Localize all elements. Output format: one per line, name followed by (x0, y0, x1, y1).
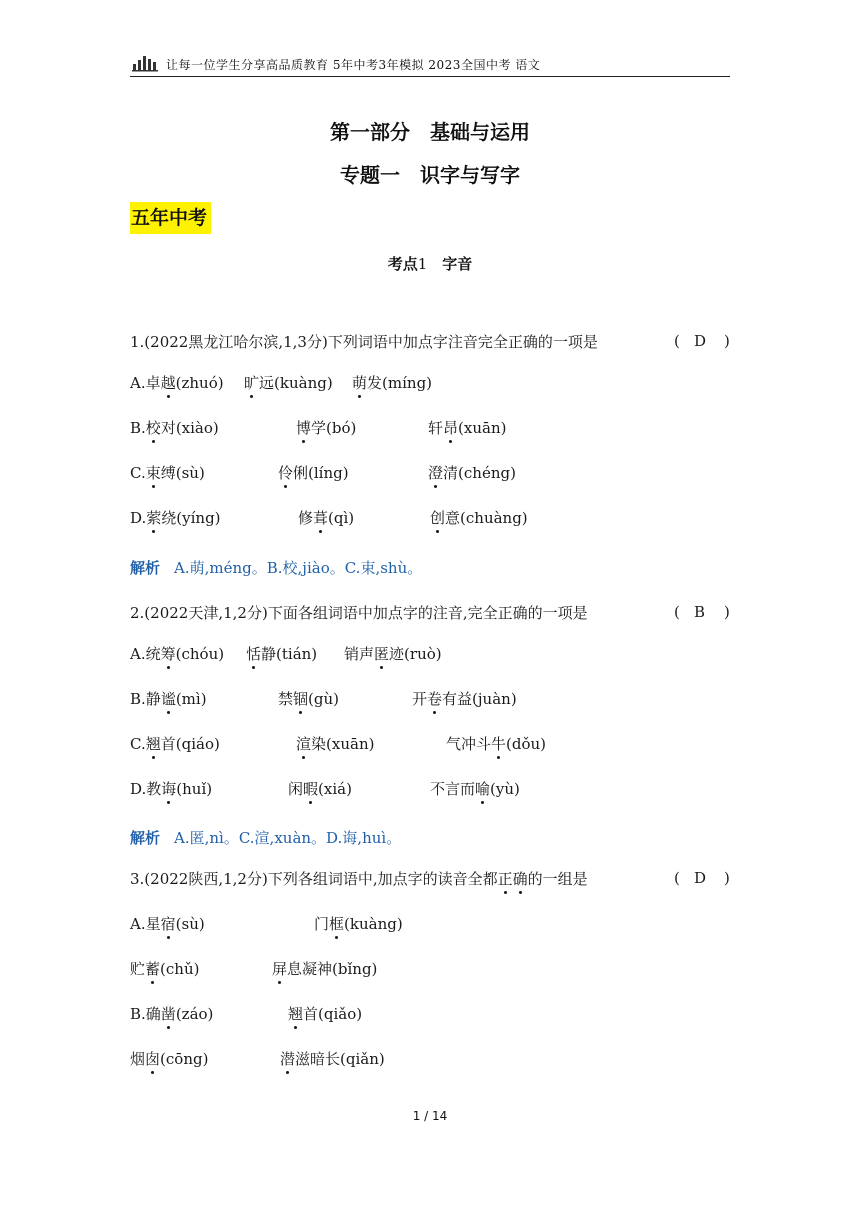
question-2-stem (130, 603, 588, 623)
answer-letter: D (694, 332, 707, 350)
point-name: 字音 (442, 255, 473, 273)
explanation-label: 解析 (130, 829, 161, 847)
part-title: 第一部分 基础与运用 (330, 120, 530, 144)
explanation-label: 解析 (130, 559, 161, 577)
logo-bars-icon (132, 52, 158, 72)
point-label: 考点 (387, 255, 418, 273)
explanation-text: A.萌,méng。B.校,jiào。C.束,shù。 (174, 559, 423, 577)
page-number: 1 / 14 (412, 1109, 448, 1123)
page-header (130, 52, 730, 77)
question-2-explanation (130, 828, 401, 848)
answer-letter: D (694, 869, 707, 887)
answer-letter: B (694, 603, 706, 621)
explanation-text: A.匿,nì。C.渲,xuàn。D.诲,huì。 (174, 829, 402, 847)
document-page: 让每一位学生分享高品质教育 5年中考3年模拟 2023全国中考 语文 第一部分 基础与运用 专题一 识字与写字 五年中考 考点1 字音 1.(2022黑龙江哈尔滨,1,3分)下列词语中加点字注音完全正确的一项是 ( D ) A.卓越(zhuó) 旷远(kuàng) 萌发(míng) B.校对(xiào) 博学(bó) 轩昂(xuān) C.束缚(sù) 伶俐(líng) 澄清(chéng) D.萦绕(yíng) 修葺(qì) 创意(chuàng) 解析 A.萌,méng。B.校,jiào。C.束,shù。 2.(2022天津,1,2分)下面各组词语中加点字的注音,完全正确的一项是 ( B ) A.统筹(chóu) 恬静(tián) 销声匿迹(ruò) B.静谧(mì) 禁锢(gù) 开卷有益(juàn) C.翘首(qiáo) 渲染(xuān) 气冲斗牛(dǒu) D.教诲(huǐ) 闲暇(xiá) 不言而喻(yù) 解析 A.匿,nì。C.渲,xuàn。D.诲,huì。 3.(2022陕西,1,2分)下列各组词语中,加点字的读音全都正确的一组是 ( D ) A.星宿(sù) 门框(kuàng) 贮蓄(chǔ) 屏息凝神(bǐng) B.确凿(záo) 翘首(qiǎo) 烟囱(cōng) 潜滋暗长(qiǎn) 1 / 14 (0, 0, 860, 1216)
point-num: 1 (417, 255, 428, 273)
question-1-stem (130, 332, 598, 352)
topic-title: 专题一 识字与写字 (340, 163, 520, 187)
header-text: 让每一位学生分享高品质教育 5年中考3年模拟 2023全国中考 语文 (166, 58, 541, 72)
section-badge: 五年中考 (130, 202, 211, 234)
question-text: 2.(2022天津,1,2分)下面各组词语中加点字的注音,完全正确的一项是 (130, 604, 588, 622)
question-3-stem: 3.(2022陕西,1,2分)下列各组词语中,加点字的读音全都正确的一组是 (130, 870, 588, 888)
question-text: 1.(2022黑龙江哈尔滨,1,3分)下列词语中加点字注音完全正确的一项是 (130, 333, 598, 351)
point-heading (0, 253, 860, 274)
question-1-explanation (130, 558, 422, 578)
